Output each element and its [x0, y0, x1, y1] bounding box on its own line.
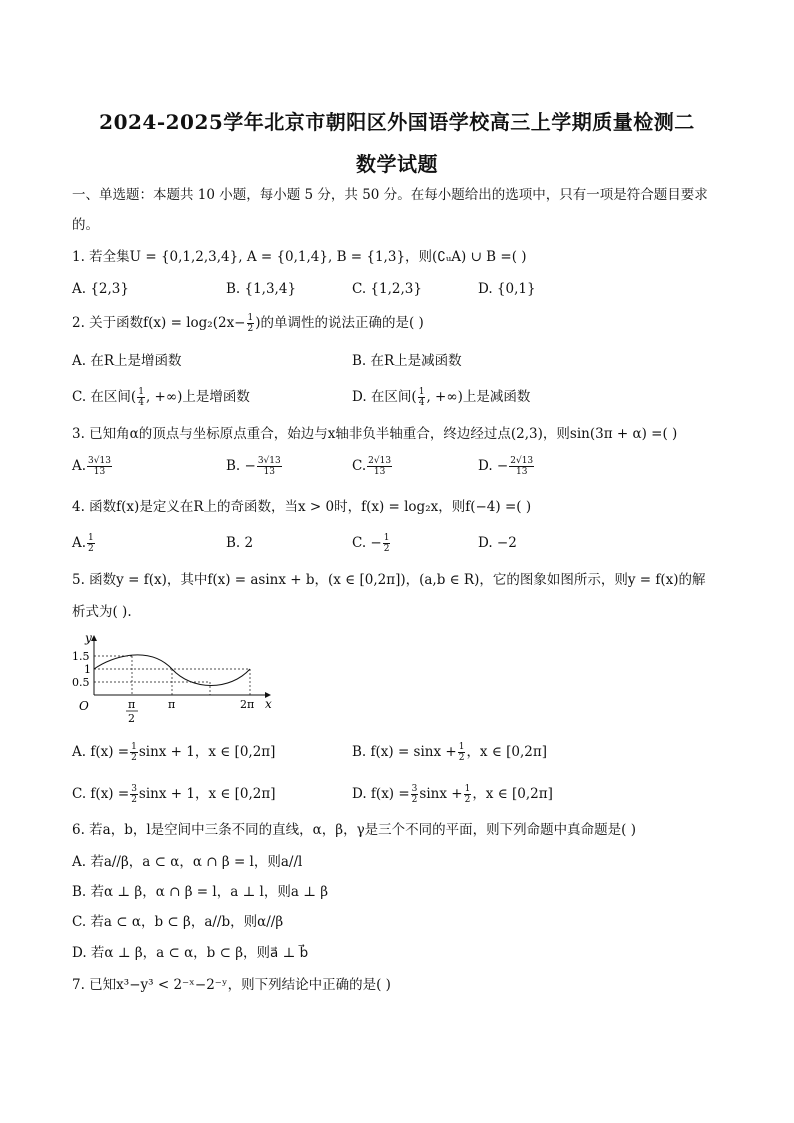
q4-option-a: A. $\frac{1}{2}$: [72, 533, 94, 554]
q2-option-a: A. 在R上是增函数: [72, 353, 182, 369]
y-tick-1-5: 1.5: [72, 650, 90, 663]
q2-option-d: D. 在区间( $\frac{1}{4}$ , +∞)上是减函数: [352, 387, 531, 408]
q4-option-b: B. 2: [226, 535, 254, 551]
x-tick-pi: π: [168, 698, 176, 711]
x-tick-pi-over-2-den: 2: [128, 712, 135, 725]
q6-option-d: D. 若α ⊥ β，a ⊂ α，b ⊂ β，则a⃗ ⊥ b⃗: [72, 945, 309, 961]
exam-title: 2024-2025学年北京市朝阳区外国语学校高三上学期质量检测二: [99, 110, 695, 134]
q3-option-b: B. − $\frac{3√13}{13}$: [226, 456, 281, 477]
q6-option-a: A. 若a//β，a ⊂ α，α ∩ β = l，则a//l: [72, 854, 303, 870]
q1-option-d: D. {0,1}: [478, 281, 536, 297]
y-tick-0-5: 0.5: [72, 676, 90, 689]
x-axis-label: x: [265, 697, 272, 711]
x-tick-pi-over-2-num: π: [128, 698, 136, 711]
q7-stem: 7. 已知x³−y³ < 2⁻ˣ−2⁻ʸ，则下列结论中正确的是( ): [72, 977, 391, 993]
origin-label: O: [79, 699, 89, 713]
q3-option-a: A. $\frac{3√13}{13}$: [72, 456, 111, 477]
x-tick-2pi: 2π: [240, 698, 255, 711]
q1-option-c: C. {1,2,3}: [352, 281, 422, 297]
y-axis-label: y: [85, 631, 92, 645]
section-intro: 一、单选题：本题共 10 小题，每小题 5 分，共 50 分。在每小题给出的选项中，只有一项是符合题目要求: [72, 187, 708, 203]
q3-stem: 3. 已知角α的顶点与坐标原点重合，始边与x轴非负半轴重合，终边经过点(2,3)，则sin(3π + α) =( ): [72, 426, 678, 442]
q2-option-c: C. 在区间( $\frac{1}{4}$ , +∞)上是增函数: [72, 387, 250, 408]
q5-function-graph: [70, 628, 280, 728]
q1-stem: 1. 若全集U = {0,1,2,3,4}, A = {0,1,4}, B = {1,3}，则(∁ᵤA) ∪ B =( ): [72, 249, 527, 265]
q4-stem: 4. 函数f(x)是定义在R上的奇函数，当x > 0时，f(x) = log₂x，则f(−4) =( ): [72, 499, 532, 515]
q1-option-b: B. {1,3,4}: [226, 281, 297, 297]
q6-option-c: C. 若a ⊂ α，b ⊂ β，a//b，则α//β: [72, 914, 284, 930]
y-tick-1: 1: [84, 663, 91, 676]
exam-subtitle: 数学试题: [356, 152, 438, 176]
q6-option-b: B. 若α ⊥ β，α ∩ β = l，a ⊥ l，则a ⊥ β: [72, 884, 329, 900]
q2-option-b: B. 在R上是减函数: [352, 353, 462, 369]
q6-stem: 6. 若a，b，l是空间中三条不同的直线，α，β，γ是三个不同的平面，则下列命题中真命题是( ): [72, 822, 636, 838]
q5-option-a: A. f(x) = $\frac{1}{2}$ sinx + 1，x ∈ [0,2π]: [72, 742, 276, 763]
q5-stem: 5. 函数y = f(x)，其中f(x) = asinx + b，(x ∈ [0,2π])，(a,b ∈ R)，它的图象如图所示，则y = f(x)的解: [72, 572, 706, 588]
q5-option-d: D. f(x) = $\frac{3}{2}$ sinx + $\frac{1}{2}$ ，x ∈ [0,2π]: [352, 784, 553, 805]
q5-option-b: B. f(x) = sinx + $\frac{1}{2}$ ，x ∈ [0,2π]: [352, 742, 548, 763]
q1-option-a: A. {2,3}: [72, 281, 129, 297]
section-intro-cont: 的。: [72, 217, 99, 233]
q2-stem: 2. 关于函数f(x) = log₂(2x− $\frac{1}{2}$ )的单调性的说法正确的是( ): [72, 313, 424, 334]
q3-option-d: D. − $\frac{2√13}{13}$: [478, 456, 534, 477]
q4-option-d: D. −2: [478, 535, 517, 551]
q4-option-c: C. − $\frac{1}{2}$: [352, 533, 390, 554]
q5-stem-cont: 析式为( ).: [72, 604, 132, 620]
q3-option-c: C. $\frac{2√13}{13}$: [352, 456, 392, 477]
q5-option-c: C. f(x) = $\frac{3}{2}$ sinx + 1，x ∈ [0,2π]: [72, 784, 276, 805]
